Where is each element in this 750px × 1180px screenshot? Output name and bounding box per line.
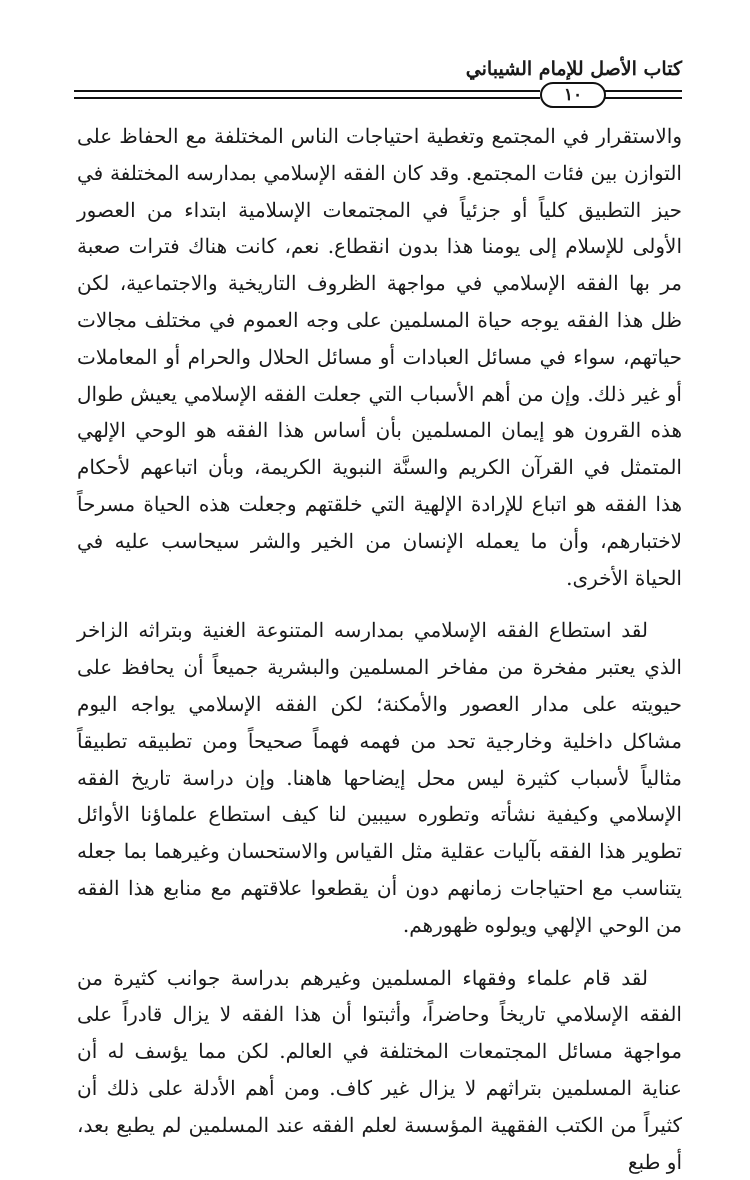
paragraph: لقد استطاع الفقه الإسلامي بمدارسه المتنوعة الغنية وبتراثه الزاخر الذي يعتبر مفخرة من مفاخر المسلمين والبشرية جميعاً أن يحافظ على حيويته على مدار العصور والأمكنة؛ لكن الفقه الإسلامي يواجه اليوم مشاكل داخلية وخارجية تحد من فهمه فهماً صحيحاً ومن تطبيقه تطبيقاً مثالياً لأسباب كثيرة ليس محل إيضاحها هاهنا. وإن دراسة تاريخ الفقه الإسلامي وكيفية نشأته وتطوره سيبين لنا كيف استطاع علماؤنا الأوائل تطوير هذا الفقه بآليات عقلية مثل القياس والاستحسان وغيرهما بما جعله يتناسب مع احتياجات زمانهم دون أن يقطعوا علاقتهم مع منابع هذا الفقه من الوحي الإلهي ويولوه ظهورهم. [77,618,682,937]
paragraph: والاستقرار في المجتمع وتغطية احتياجات الناس المختلفة مع الحفاظ على التوازن بين فئات المجتمع. وقد كان الفقه الإسلامي بمدارسه المختلفة في حيز التطبيق كلياً أو جزئياً في المجتمعات الإسلامية ابتداء من العصور الأولى للإسلام إلى يومنا هذا بدون انقطاع. نعم، كانت هناك فترات صعبة مر بها الفقه الإسلامي في مواجهة الظروف التاريخية والاجتماعية، لكن ظل هذا الفقه يوجه حياة المسلمين على وجه العموم في مختلف مجالات حياتهم، سواء في مسائل العبادات أو مسائل الحلال والحرام أو المعاملات أو غير ذلك. وإن من أهم الأسباب التي جعلت الفقه الإسلامي يعيش طوال هذه القرون هو إيمان المسلمين بأن أساس هذا الفقه هو الوحي الإلهي المتمثل في القرآن الكريم والسنَّة النبوية الكريمة، وبأن اتباعهم لأحكام هذا الفقه هو اتباع للإرادة الإلهية التي خلقتهم وجعلت هذه الحياة مسرحاً لاختبارهم، وأن ما يعمله الإنسان من الخير والشر سيحاسب عليه في الحياة الأخرى. [77,124,682,590]
header-rule-left-upper [74,90,540,92]
page-body [77,118,682,1180]
running-title: كتاب الأصل للإمام الشيباني [465,58,682,80]
page-number: ١٠ [563,85,583,105]
paragraph: لقد قام علماء وفقهاء المسلمين وغيرهم بدراسة جوانب كثيرة من الفقه الإسلامي تاريخاً وحاضراً، وأثبتوا أن هذا الفقه لا يزال قادراً على مواجهة مسائل المجتمعات المختلفة في العالم. لكن مما يؤسف له أن عناية المسلمين بتراثهم لا يزال غير كاف. ومن أهم الأدلة على ذلك أن كثيراً من الكتب الفقهية المؤسسة لعلم الفقه عند المسلمين لم يطبع بعد، أو طبع [77,965,682,1174]
page-header [74,48,682,108]
header-rule-right-upper [602,90,682,92]
page-number-badge [540,82,606,108]
header-rule-right-lower [602,97,682,99]
header-rule-left-lower [74,97,540,99]
